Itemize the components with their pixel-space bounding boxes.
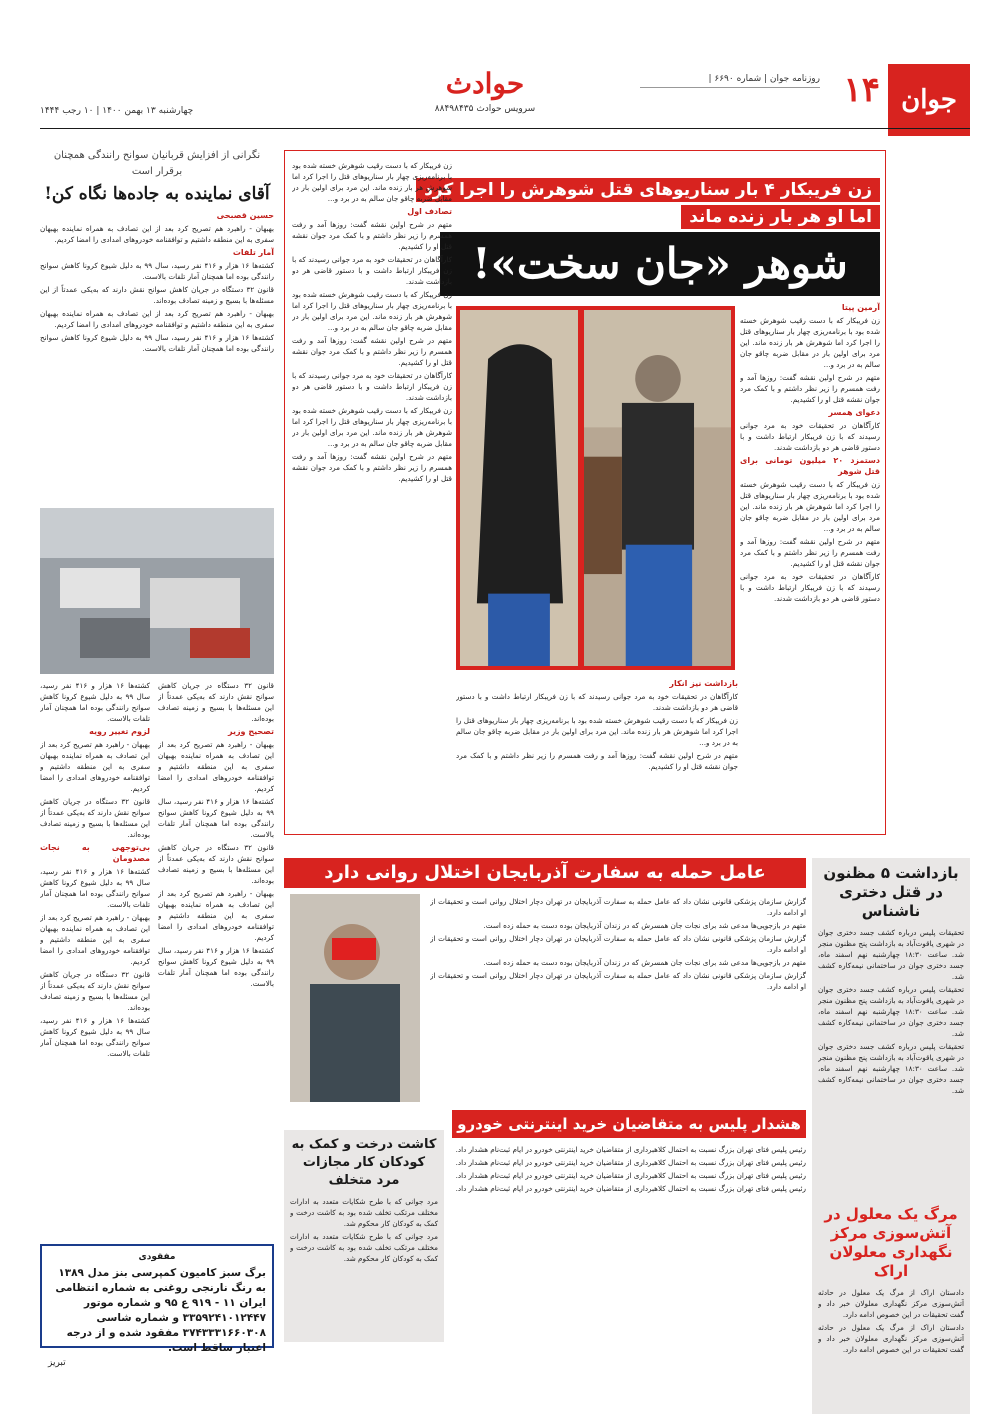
main-story-paragraph: متهم در شرح اولین نقشه گفت: روزها آمد و رفت همسرم را زیر نظر داشتم و با کمک مرد جوان نقشه قتل او را کشیدیم. (292, 336, 452, 367)
right-gray-box (812, 858, 970, 1414)
section-contact: سرویس حوادث ۸۸۴۹۸۴۳۵ (434, 104, 536, 114)
sidebar-kicker: نگرانی از افزایش قربانیان سوانح رانندگی همچنان برقرار است (53, 150, 261, 177)
main-story-column-left (292, 160, 452, 825)
main-story-paragraph: متهم در شرح اولین نقشه گفت: روزها آمد و رفت همسرم را زیر نظر داشتم و با کمک مرد جوان نقشه قتل او را کشیدیم. (740, 537, 880, 568)
section-logo (400, 64, 570, 104)
main-story-paragraph: زن فریبکار که با دست رقیب شوهرش خسته شده بود با برنامه‌ریزی چهار بار سناریوهای قتل را اجرا کرد اما شوهرش هر بار زنده ماند. این مرد برای اولین بار در مقابل ضربه چاقو جان سالم به در برد و... (292, 161, 452, 203)
sidebar-paragraph: بهبهان - راهبرد هم تصریح کرد بعد از این تصادف به همراه نماینده بهبهان سفری به این منطقه داشتیم و توافقنامه خودروهای امدادی را امضا کردیم. (40, 913, 150, 966)
masthead-divider (40, 128, 970, 129)
main-story-paragraph: کارآگاهان در تحقیقات خود به مرد جوانی رسیدند که با زن فریبکار ارتباط داشت و با دستور قاضی هر دو بازداشت شدند. (740, 572, 880, 603)
fire-story-paragraph: دادستان اراک از مرگ یک معلول در حادثه آتش‌سوزی مرکز نگهداری معلولان خبر داد و گفت تحقیقات در این خصوص ادامه دارد. (818, 1323, 964, 1354)
sidebar-paragraph: کشته‌ها ۱۶ هزار و ۴۱۶ نفر رسید، سال ۹۹ به دلیل شیوع کرونا کاهش سوانح رانندگی بوده اما همچنان آمار تلفات بالاست. (40, 1016, 150, 1058)
tree-story-body (290, 1196, 438, 1316)
lost-notice-title: مفقودی (138, 1252, 176, 1262)
girl-story-paragraph: تحقیقات پلیس درباره کشف جسد دختری جوان در شهری یاقوت‌آباد به بازداشت پنج مظنون منجر شد. ساعت ۱۸:۳۰ چهارشنبه نهم اسفند ماه، جسد دختری جوان در ساختمانی نیمه‌کاره کشف شد. (818, 928, 964, 981)
embassy-paragraph: متهم در بازجویی‌ها مدعی شد برای نجات جان همسرش که در زندان آذربایجان بوده دست به حمله زده است. (483, 921, 806, 930)
main-story-paragraph: کارآگاهان در تحقیقات خود به مرد جوانی رسیدند که با زن فریبکار ارتباط داشت و با دستور قاضی هر دو بازداشت شدند. (292, 371, 452, 402)
embassy-paragraph: گزارش سازمان پزشکی قانونی نشان داد که عامل حمله به سفارت آذربایجان در تهران دچار اختلال روانی است و تحقیقات از او ادامه دارد. (430, 971, 806, 991)
sidebar-paragraph: کشته‌ها ۱۶ هزار و ۴۱۶ نفر رسید، سال ۹۹ به دلیل شیوع کرونا کاهش سوانح رانندگی بوده اما همچنان آمار تلفات بالاست. (40, 333, 274, 353)
embassy-story-body (430, 896, 806, 1104)
photo-husband (580, 306, 735, 670)
sidebar-paragraph: بهبهان - راهبرد هم تصریح کرد بعد از این تصادف به همراه نماینده بهبهان سفری به این منطقه داشتیم و توافقنامه خودروهای امدادی را امضا کردیم. (40, 740, 150, 793)
sidebar-body-left (40, 680, 150, 1240)
tree-story-box (284, 1130, 444, 1342)
car-story-paragraph: رئیس پلیس فتای تهران بزرگ نسبت به احتمال کلاهبرداری از متقاضیان خرید اینترنتی خودرو در ایام ثبت‌نام هشدار داد. (455, 1158, 806, 1167)
fire-story-title: مرگ یک معلول در آتش‌سوزی مرکز نگهداری معلولان اراک (824, 1205, 958, 1280)
main-story-paragraph: متهم در شرح اولین نقشه گفت: روزها آمد و رفت همسرم را زیر نظر داشتم و با کمک مرد جوان نقشه قتل او را کشیدیم. (740, 373, 880, 404)
car-story-paragraph: رئیس پلیس فتای تهران بزرگ نسبت به احتمال کلاهبرداری از متقاضیان خرید اینترنتی خودرو در ایام ثبت‌نام هشدار داد. (455, 1184, 806, 1193)
main-story-paragraph: زن فریبکار که با دست رقیب شوهرش خسته شده بود با برنامه‌ریزی چهار بار سناریوهای قتل را اجرا کرد اما شوهرش هر بار زنده ماند. این مرد برای اولین بار در مقابل ضربه چاقو جان سالم به در برد و... (292, 406, 452, 448)
sidebar-body-top (40, 210, 274, 510)
photo-car-crash (40, 508, 274, 674)
main-story-paragraph: کارآگاهان در تحقیقات خود به مرد جوانی رسیدند که با زن فریبکار ارتباط داشت و با دستور قاضی هر دو بازداشت شدند. (456, 692, 738, 712)
sidebar-subhead: تصحیح وزیر (227, 727, 274, 736)
embassy-paragraph: گزارش سازمان پزشکی قانونی نشان داد که عامل حمله به سفارت آذربایجان در تهران دچار اختلال روانی است و تحقیقات از او ادامه دارد. (430, 934, 806, 954)
main-story-subhead: تصادف اول (407, 207, 452, 216)
car-story-paragraph: رئیس پلیس فتای تهران بزرگ نسبت به احتمال کلاهبرداری از متقاضیان خرید اینترنتی خودرو در ایام ثبت‌نام هشدار داد. (455, 1145, 806, 1154)
car-story-body (452, 1144, 806, 1344)
tree-story-title: کاشت درخت و کمک به کودکان کار مجازات مرد متخلف (291, 1137, 437, 1188)
sidebar-paragraph: قانون ۳۲ دستگاه در جریان کاهش سوانح نقش دارند که به‌یکی عمدتاً از این مسئله‌ها با بسیج و زمینه تصادف بوده‌اند. (158, 681, 274, 723)
sidebar-subhead: بی‌توجهی به نجات مصدومان (40, 843, 150, 863)
sidebar-paragraph: کشته‌ها ۱۶ هزار و ۴۱۶ نفر رسید، سال ۹۹ به دلیل شیوع کرونا کاهش سوانح رانندگی بوده اما همچنان آمار تلفات بالاست. (40, 681, 150, 723)
sidebar-paragraph: قانون ۳۲ دستگاه در جریان کاهش سوانح نقش دارند که به‌یکی عمدتاً از این مسئله‌ها با بسیج و زمینه تصادف بوده‌اند. (40, 797, 150, 839)
sidebar-paragraph: بهبهان - راهبرد هم تصریح کرد بعد از این تصادف به همراه نماینده بهبهان سفری به این منطقه داشتیم و توافقنامه خودروهای امدادی را امضا کردیم. (158, 889, 274, 942)
main-story-paragraph: زن فریبکار که با دست رقیب شوهرش خسته شده بود با برنامه‌ریزی چهار بار سناریوهای قتل را اجرا کرد اما شوهرش هر بار زنده ماند. این مرد برای اولین بار در مقابل ضربه چاقو جان سالم به در برد و... (740, 480, 880, 533)
embassy-paragraph: متهم در بازجویی‌ها مدعی شد برای نجات جان همسرش که در زندان آذربایجان بوده دست به حمله زده است. (483, 958, 806, 967)
main-story-paragraph: متهم در شرح اولین نقشه گفت: روزها آمد و رفت همسرم را زیر نظر داشتم و با کمک مرد جوان نقشه قتل او را کشیدیم. (456, 751, 738, 771)
wife-photo-image (460, 310, 578, 666)
kicker-line-1: زن فریبکار ۴ بار سناریوهای قتل شوهرش را اجرا کرد (416, 178, 880, 202)
girl-story-paragraph: تحقیقات پلیس درباره کشف جسد دختری جوان در شهری یاقوت‌آباد به بازداشت پنج مظنون منجر شد. ساعت ۱۸:۳۰ چهارشنبه نهم اسفند ماه، جسد دختری جوان در ساختمانی نیمه‌کاره کشف شد. (818, 985, 964, 1038)
tree-story-paragraph: مرد جوانی که با طرح شکایات متعدد به ادارات مختلف مرتکب تخلف شده بود به کاشت درخت و کمک به کودکان کار محکوم شد. (290, 1197, 438, 1228)
sidebar-paragraph: کشته‌ها ۱۶ هزار و ۴۱۶ نفر رسید، سال ۹۹ به دلیل شیوع کرونا کاهش سوانح رانندگی بوده اما همچنان آمار تلفات بالاست. (158, 797, 274, 839)
main-story-paragraph: زن فریبکار که با دست رقیب شوهرش خسته شده بود با برنامه‌ریزی چهار بار سناریوهای قتل را اجرا کرد اما شوهرش هر بار زنده ماند. این مرد برای اولین بار در مقابل ضربه چاقو جان سالم به در برد و... (740, 316, 880, 369)
masthead (40, 64, 970, 124)
photo-wife (456, 306, 582, 670)
girl-story-paragraph: تحقیقات پلیس درباره کشف جسد دختری جوان در شهری یاقوت‌آباد به بازداشت پنج مظنون منجر شد. ساعت ۱۸:۳۰ چهارشنبه نهم اسفند ماه، جسد دختری جوان در ساختمانی نیمه‌کاره کشف شد. (818, 1042, 964, 1095)
embassy-attacker-image (290, 894, 420, 1102)
main-story-paragraph: متهم در شرح اولین نقشه گفت: روزها آمد و رفت همسرم را زیر نظر داشتم و با کمک مرد جوان نقشه قتل او را کشیدیم. (292, 452, 452, 483)
girl-story-body (818, 927, 964, 1187)
main-story-paragraph: متهم در شرح اولین نقشه گفت: روزها آمد و رفت همسرم را زیر نظر داشتم و با کمک مرد جوان نقشه قتل او را کشیدیم. (292, 220, 452, 251)
car-story-title: هشدار پلیس به متقاضیان خرید اینترنتی خودرو (452, 1110, 806, 1138)
sidebar-paragraph: کشته‌ها ۱۶ هزار و ۴۱۶ نفر رسید، سال ۹۹ به دلیل شیوع کرونا کاهش سوانح رانندگی بوده اما همچنان آمار تلفات بالاست. (40, 867, 150, 909)
main-story-title: شوهر «جان سخت»! (440, 232, 880, 296)
issue-line: روزنامه جوان | شماره ۶۶۹۰ | (640, 74, 820, 88)
embassy-story-title: عامل حمله به سفارت آذربایجان اختلال روانی دارد (284, 858, 806, 888)
lost-notice-city: تبریز (48, 1358, 66, 1368)
embassy-photo (290, 894, 420, 1102)
husband-photo-image (584, 310, 731, 666)
car-crash-image (40, 508, 274, 674)
sidebar-subhead: آمار تلفات (232, 248, 274, 257)
main-story-subhead: بازداشت نیز انکار (669, 679, 738, 688)
sidebar-paragraph: بهبهان - راهبرد هم تصریح کرد بعد از این تصادف به همراه نماینده بهبهان سفری به این منطقه داشتیم و توافقنامه خودروهای امدادی را امضا کردیم. (158, 740, 274, 793)
sidebar-title: آقای نماینده به جاده‌ها نگاه کن! (44, 184, 270, 204)
sidebar-body-right (158, 680, 274, 1240)
main-story-column-right (740, 302, 880, 822)
sidebar-paragraph: قانون ۳۲ دستگاه در جریان کاهش سوانح نقش دارند که به‌یکی عمدتاً از این مسئله‌ها با بسیج و زمینه تصادف بوده‌اند. (158, 843, 274, 885)
embassy-paragraph: گزارش سازمان پزشکی قانونی نشان داد که عامل حمله به سفارت آذربایجان در تهران دچار اختلال روانی است و تحقیقات از او ادامه دارد. (430, 897, 806, 917)
fire-story-body (818, 1287, 964, 1414)
sidebar-byline: حسین قصبحی (216, 211, 274, 220)
sidebar-paragraph: قانون ۳۲ دستگاه در جریان کاهش سوانح نقش دارند که به‌یکی عمدتاً از این مسئله‌ها با بسیج و زمینه تصادف بوده‌اند. (40, 970, 150, 1012)
logo-text: جوان (901, 85, 957, 115)
date-line: چهارشنبه ۱۳ بهمن ۱۴۰۰ | ۱۰ رجب ۱۴۴۴ (40, 106, 194, 116)
girl-story-title: بازداشت ۵ مظنون در قتل دختری ناشناس (823, 864, 959, 920)
newspaper-logo[interactable] (888, 64, 970, 136)
kicker-line-2: اما او هر بار زنده ماند (681, 205, 880, 229)
car-story-paragraph: رئیس پلیس فتای تهران بزرگ نسبت به احتمال کلاهبرداری از متقاضیان خرید اینترنتی خودرو در ایام ثبت‌نام هشدار داد. (455, 1171, 806, 1180)
fire-story-paragraph: دادستان اراک از مرگ یک معلول در حادثه آتش‌سوزی مرکز نگهداری معلولان خبر داد و گفت تحقیقات در این خصوص ادامه دارد. (818, 1288, 964, 1319)
sidebar-paragraph: کشته‌ها ۱۶ هزار و ۴۱۶ نفر رسید، سال ۹۹ به دلیل شیوع کرونا کاهش سوانح رانندگی بوده اما همچنان آمار تلفات بالاست. (158, 946, 274, 988)
main-story-byline: آرمین پیتا (841, 303, 880, 312)
main-story-paragraph: کارآگاهان در تحقیقات خود به مرد جوانی رسیدند که با زن فریبکار ارتباط داشت و با دستور قاضی هر دو بازداشت شدند. (292, 255, 452, 286)
sidebar-paragraph: قانون ۳۲ دستگاه در جریان کاهش سوانح نقش دارند که به‌یکی عمدتاً از این مسئله‌ها با بسیج و زمینه تصادف بوده‌اند. (40, 285, 274, 305)
main-story-subhead: دعوای همسر (828, 408, 880, 417)
main-story-bottom-text (456, 676, 738, 828)
lost-notice-body: برگ سبز کامیون کمپرسی بنز مدل ۱۳۸۹ به رنگ نارنجی روغنی به شماره انتظامی ایران ۱۱ - ۹۱۹ ع ۹۵ و شماره موتور ۳۳۵۹۲۴۱۰۱۲۴۴۷ و شماره شاسی ۳۷۴۳۳۳۱۶۶۰۳۰۸ مفقود شده و از درجه اعتبار ساقط است. (55, 1267, 266, 1354)
lost-notice-box (40, 1244, 274, 1368)
main-story-paragraph: زن فریبکار که با دست رقیب شوهرش خسته شده بود با برنامه‌ریزی چهار بار سناریوهای قتل را اجرا کرد اما شوهرش هر بار زنده ماند. این مرد برای اولین بار در مقابل ضربه چاقو جان سالم به در برد و... (292, 290, 452, 332)
page-number: ۱۴ (843, 70, 880, 110)
section-name: حوادث (445, 67, 525, 100)
sidebar-paragraph: بهبهان - راهبرد هم تصریح کرد بعد از این تصادف به همراه نماینده بهبهان سفری به این منطقه داشتیم و توافقنامه خودروهای امدادی را امضا کردیم. (40, 309, 274, 329)
tree-story-paragraph: مرد جوانی که با طرح شکایات متعدد به ادارات مختلف مرتکب تخلف شده بود به کاشت درخت و کمک به کودکان کار محکوم شد. (290, 1232, 438, 1263)
sidebar-subhead: لزوم تغییر رویه (89, 727, 150, 736)
main-story-subhead: دستمزد ۲۰ میلیون تومانی برای قتل شوهر (740, 456, 880, 476)
main-story-paragraph: کارآگاهان در تحقیقات خود به مرد جوانی رسیدند که با زن فریبکار ارتباط داشت و با دستور قاضی هر دو بازداشت شدند. (740, 421, 880, 452)
sidebar-road-accidents (40, 148, 274, 510)
sidebar-paragraph: بهبهان - راهبرد هم تصریح کرد بعد از این تصادف به همراه نماینده بهبهان سفری به این منطقه داشتیم و توافقنامه خودروهای امدادی را امضا کردیم. (40, 224, 274, 244)
sidebar-paragraph: کشته‌ها ۱۶ هزار و ۴۱۶ نفر رسید، سال ۹۹ به دلیل شیوع کرونا کاهش سوانح رانندگی بوده اما همچنان آمار تلفات بالاست. (40, 261, 274, 281)
main-story-paragraph: زن فریبکار که با دست رقیب شوهرش خسته شده بود با برنامه‌ریزی چهار بار سناریوهای قتل را اجرا کرد اما شوهرش هر بار زنده ماند. این مرد برای اولین بار در مقابل ضربه چاقو جان سالم به در برد و... (456, 716, 738, 747)
